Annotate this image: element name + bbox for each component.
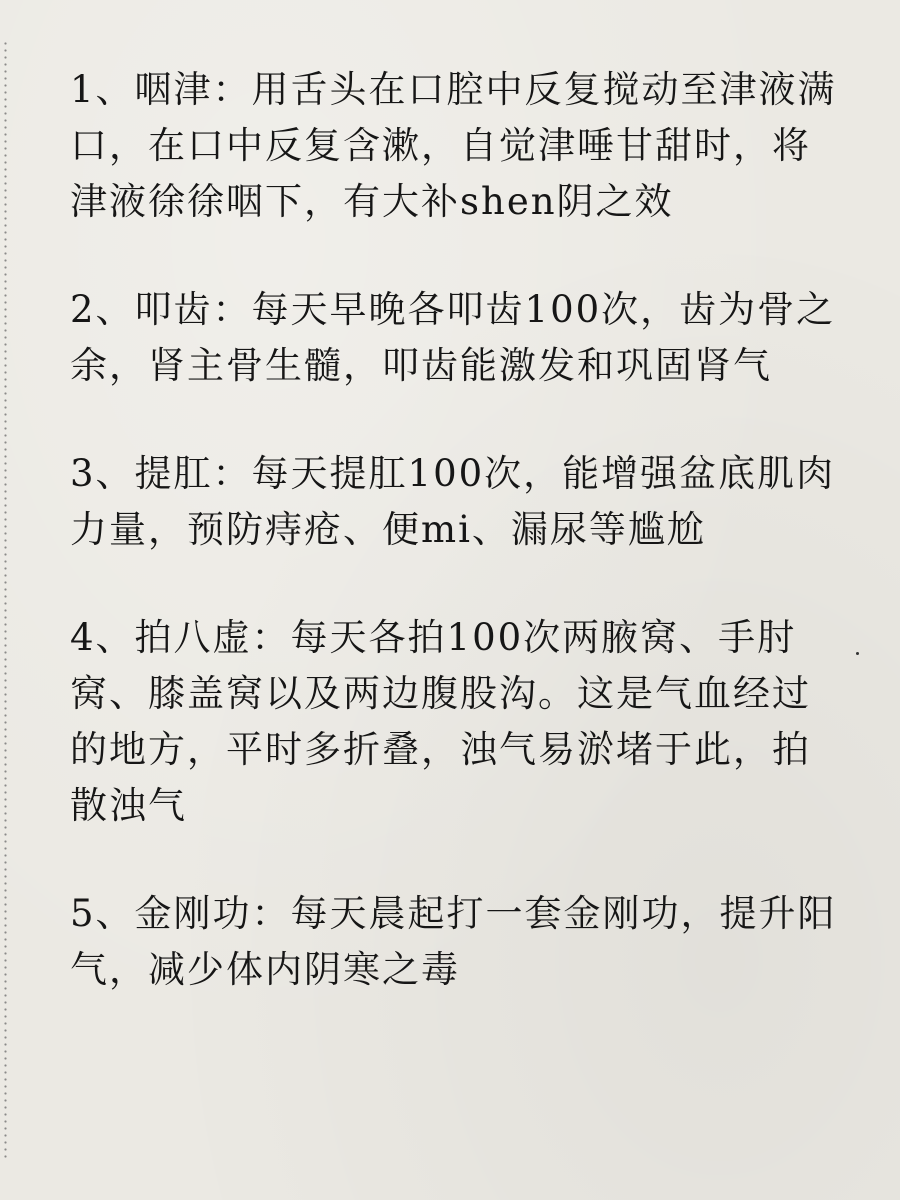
item-text: 每天提肛100次，能增强盆底肌肉力量，预防痔疮、便mi、漏尿等尴尬 <box>70 452 836 551</box>
list-item <box>70 282 840 394</box>
item-number: 3、 <box>70 452 135 495</box>
item-text: 用舌头在口腔中反复搅动至津液满口，在口中反复含漱，自觉津唾甘甜时，将津液徐徐咽下，有大补shen阴之效 <box>70 68 837 223</box>
list-item <box>70 610 840 834</box>
item-number: 5、 <box>70 892 135 935</box>
item-text: 每天早晚各叩齿100次，齿为骨之余，肾主骨生髓，叩齿能激发和巩固肾气 <box>70 288 836 387</box>
item-title: 拍八虚： <box>134 616 291 659</box>
item-text: 每天晨起打一套金刚功，提升阳气，减少体内阴寒之毒 <box>70 892 837 991</box>
item-title: 金刚功： <box>134 892 291 935</box>
ink-dot <box>856 652 859 655</box>
item-number: 2、 <box>70 288 135 331</box>
list-item <box>70 446 840 558</box>
item-text: 每天各拍100次两腋窝、手肘窝、膝盖窝以及两边腹股沟。这是气血经过的地方，平时多折叠，浊气易淤堵于此，拍散浊气 <box>70 616 811 827</box>
item-number: 1、 <box>70 68 135 111</box>
tips-list <box>70 62 840 1050</box>
item-number: 4、 <box>70 616 135 659</box>
item-title: 叩齿： <box>134 288 252 331</box>
list-item <box>70 62 840 230</box>
list-item <box>70 886 840 998</box>
item-title: 提肛： <box>134 452 252 495</box>
perforated-edge <box>4 40 7 1160</box>
item-title: 咽津： <box>134 68 252 111</box>
